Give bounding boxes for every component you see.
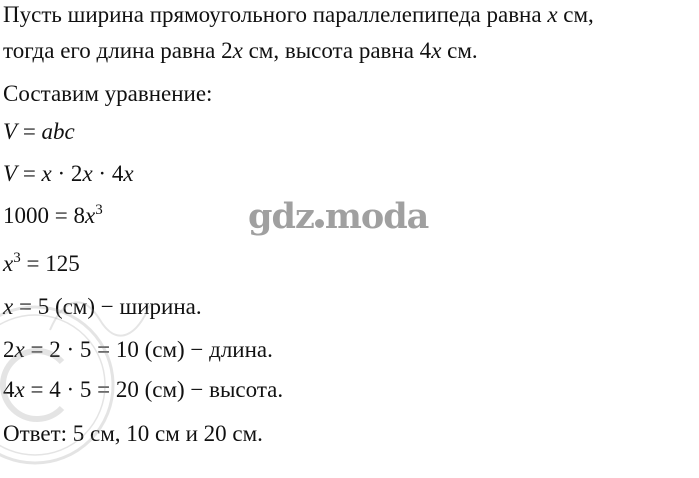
answer-line: Ответ: 5 см, 10 см и 20 см. <box>3 421 263 446</box>
variable-x: x <box>14 337 25 362</box>
variable-v: V <box>3 161 18 186</box>
watermark-text: gdz <box>248 196 314 237</box>
text: · 4 <box>92 161 124 186</box>
text: · 2 <box>51 161 83 186</box>
variable-x: x <box>547 2 558 27</box>
variable-x: x <box>123 161 134 186</box>
exponent: 3 <box>95 202 103 218</box>
variable-v: V <box>3 119 18 144</box>
problem-statement-line-2 <box>3 37 478 65</box>
exponent: 3 <box>13 250 21 266</box>
variable-x: x <box>3 294 14 319</box>
equation-heading: Составим уравнение: <box>3 81 213 106</box>
text: тогда его длина равна 2 <box>3 38 233 63</box>
text: = 5 (см) − ширина. <box>13 294 202 319</box>
text: см, <box>557 2 594 27</box>
equation-x-cubed <box>3 250 80 278</box>
text: 1000 = 8 <box>3 203 85 228</box>
variables-abc: abc <box>41 119 75 144</box>
volume-substitution <box>3 160 134 188</box>
text: 4 <box>3 377 15 402</box>
text: = 125 <box>20 251 80 276</box>
equals: = <box>17 161 42 186</box>
equation-1000 <box>3 202 103 230</box>
variable-x: x <box>431 38 442 63</box>
variable-x: x <box>82 161 93 186</box>
text: Пусть ширина прямоугольного параллелепипеда равна <box>3 2 548 27</box>
volume-formula <box>3 118 75 146</box>
variable-x: x <box>14 377 25 402</box>
faint-scribble-icon <box>45 290 155 345</box>
text: = 2 · 5 = 10 (см) − длина. <box>24 337 273 362</box>
watermark-logo <box>248 196 428 237</box>
equals: = <box>17 119 42 144</box>
watermark-dot <box>315 219 324 228</box>
text: 2 <box>3 337 15 362</box>
text: см, высота равна 4 <box>242 38 432 63</box>
text: см. <box>441 38 478 63</box>
variable-x: x <box>3 251 14 276</box>
variable-x: x <box>232 38 243 63</box>
watermark-text: moda <box>324 196 429 237</box>
variable-x: x <box>84 203 96 228</box>
variable-x: x <box>41 161 52 186</box>
text: = 4 · 5 = 20 (см) − высота. <box>24 377 284 402</box>
problem-statement-line-1 <box>3 1 594 29</box>
